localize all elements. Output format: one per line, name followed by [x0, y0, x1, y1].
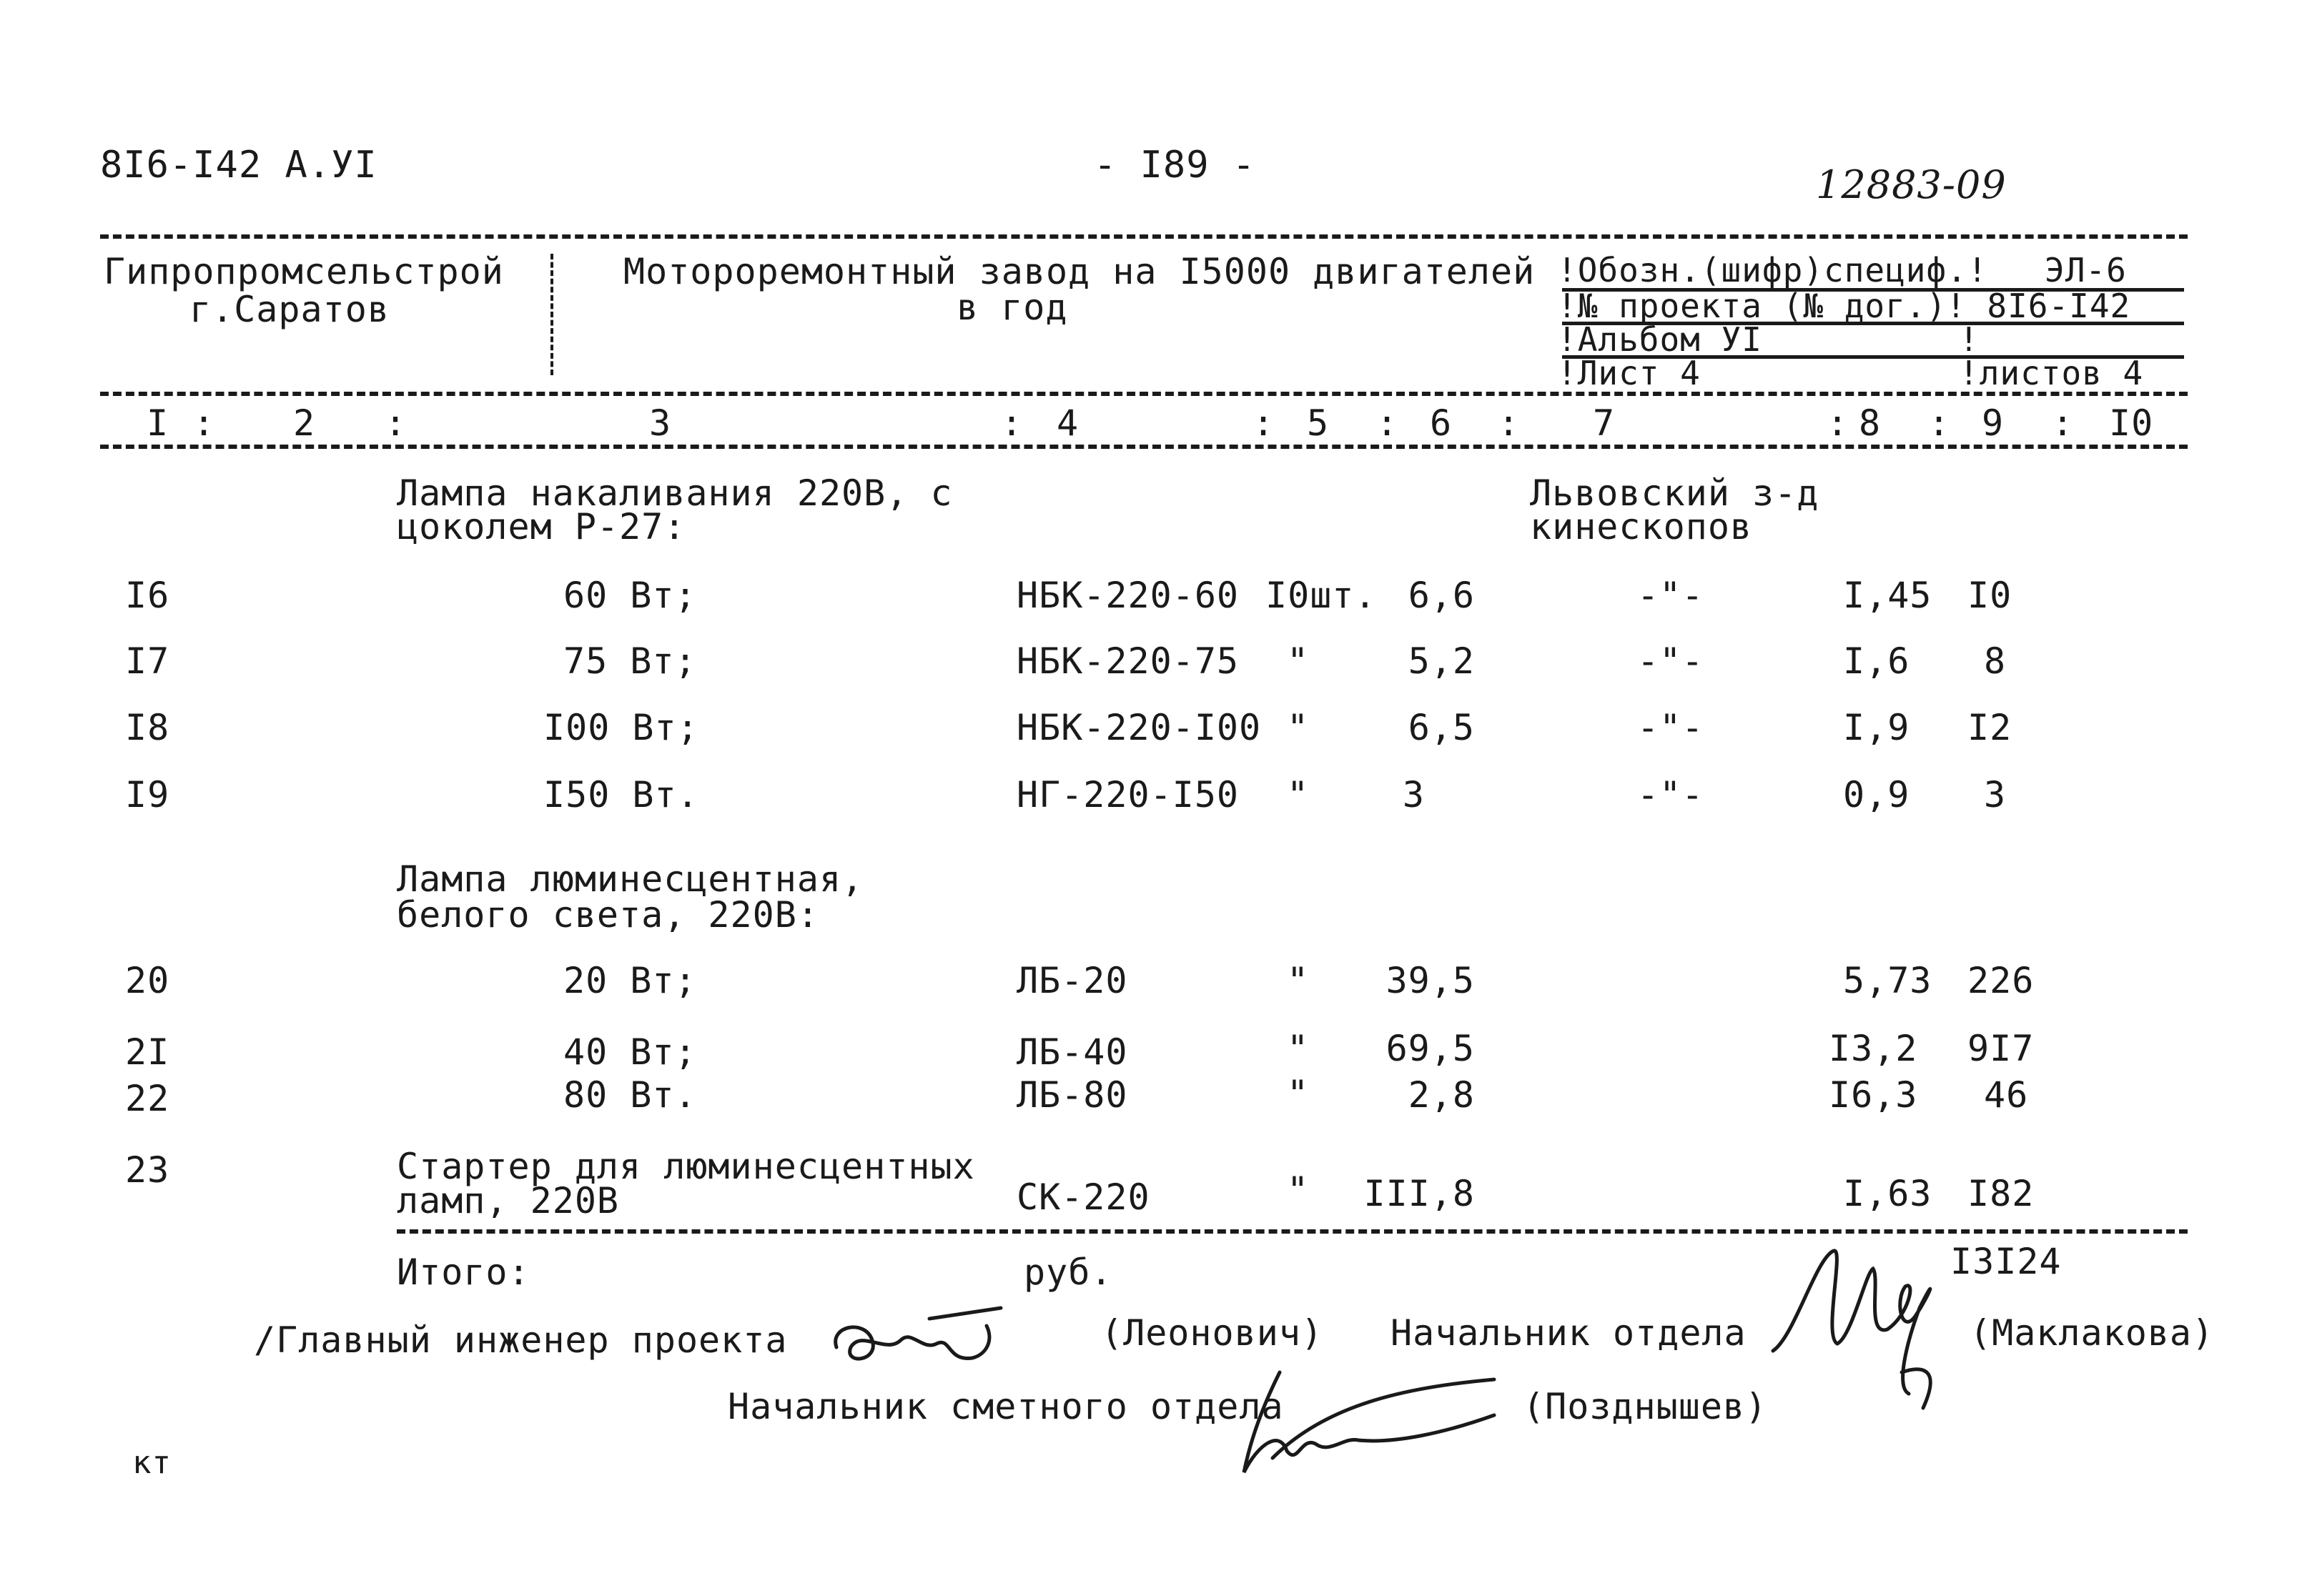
sheet-number: !Лист 4	[1557, 354, 1701, 392]
item-code: ЛБ-40	[1017, 1031, 1128, 1073]
estimate-head-name: (Позднышев)	[1523, 1386, 1768, 1427]
column-number-7: 7	[1593, 402, 1616, 444]
chief-engineer-signature	[822, 1297, 1008, 1376]
column-numbers-bottom-rule	[100, 445, 2188, 449]
chief-engineer-name: (Леонович)	[1101, 1312, 1324, 1354]
column-number-8: 8	[1859, 402, 1882, 444]
column-number-2: 2	[293, 402, 316, 444]
item-unit: "	[1287, 1169, 1310, 1211]
item-supplier: -"-	[1637, 640, 1704, 682]
item-code: НБК-220-I00	[1017, 707, 1262, 748]
item-name: 20 Вт;	[563, 960, 697, 1001]
item-price: I,9	[1843, 707, 1910, 748]
item-price: 0,9	[1843, 774, 1910, 816]
column-number-5: 5	[1307, 402, 1330, 444]
item-name: I00 Вт;	[543, 707, 699, 748]
section-title-fluorescent-continued: белого света, 220В:	[397, 894, 819, 936]
project-number-value: ! 8I6-I42	[1946, 287, 2131, 325]
chief-engineer-label: /Главный инженер проекта	[254, 1319, 788, 1361]
department-head-signature	[1766, 1229, 1952, 1415]
department-head-label: Начальник отдела	[1390, 1312, 1747, 1354]
item-total: 8	[1984, 640, 2007, 682]
item-quantity: 3	[1402, 774, 1425, 816]
project-number-label: !№ проекта (№ дог.)	[1557, 287, 1947, 325]
item-unit: I0шт.	[1265, 575, 1377, 616]
section-title-incandescent: Лампа накаливания 220В, с	[397, 472, 953, 514]
item-unit: "	[1287, 1028, 1310, 1069]
spec-code-value: ЭЛ-6	[2045, 251, 2127, 289]
item-code: НБК-220-75	[1017, 640, 1240, 682]
item-quantity: 69,5	[1385, 1028, 1475, 1069]
estimate-head-label: Начальник сметного отдела	[728, 1386, 1284, 1427]
item-code: СК-220	[1017, 1176, 1150, 1218]
item-total: I0	[1967, 575, 2012, 616]
spec-code-label: !Обозн.(шифр)специф.!	[1557, 251, 1988, 289]
total-amount: I3I24	[1950, 1241, 2062, 1282]
row-number: 20	[125, 960, 170, 1001]
item-price: 5,73	[1843, 960, 1932, 1001]
column-number-4: 4	[1057, 402, 1080, 444]
item-supplier: -"-	[1637, 774, 1704, 816]
footer-mark: кт	[132, 1444, 172, 1481]
row-number: 23	[125, 1149, 170, 1191]
column-separator: :	[193, 402, 216, 444]
organization-name: Гипропромсельстрой	[104, 251, 504, 292]
item-quantity: III,8	[1363, 1173, 1475, 1214]
row-number: I8	[125, 707, 170, 748]
item-price: I6,3	[1829, 1074, 1918, 1116]
item-price: I,6	[1843, 640, 1910, 682]
project-title-continued: в год	[957, 287, 1068, 328]
item-quantity: 39,5	[1385, 960, 1475, 1001]
total-currency: руб.	[1024, 1251, 1113, 1293]
item-name: 80 Вт.	[563, 1074, 697, 1116]
header-bottom-rule	[100, 392, 2188, 396]
sheet-count: !листов 4	[1959, 354, 2144, 392]
project-title: Мотороремонтный завод на I5000 двигателей	[623, 251, 1536, 292]
item-unit: "	[1287, 640, 1310, 682]
row-number: I9	[125, 774, 170, 816]
item-quantity: 6,6	[1408, 575, 1475, 616]
item-total: 3	[1984, 774, 2007, 816]
item-total: 226	[1967, 960, 2035, 1001]
estimate-head-signature	[1230, 1358, 1501, 1494]
item-quantity: 6,5	[1408, 707, 1475, 748]
column-number-3: 3	[649, 402, 672, 444]
column-separator: :	[1498, 402, 1521, 444]
item-total: 46	[1984, 1074, 2029, 1116]
item-code: ЛБ-80	[1017, 1074, 1128, 1116]
column-separator: :	[385, 402, 407, 444]
column-number-6: 6	[1430, 402, 1453, 444]
item-code: НГ-220-I50	[1017, 774, 1240, 816]
item-name: 60 Вт;	[563, 575, 697, 616]
item-total: 9I7	[1967, 1028, 2035, 1069]
section-title-incandescent-continued: цоколем Р-27:	[397, 506, 686, 547]
row-number: 22	[125, 1078, 170, 1119]
supplier-name: Львовский з-д	[1530, 472, 1819, 514]
row-number: I7	[125, 640, 170, 682]
column-separator: :	[2052, 402, 2075, 444]
item-total: I2	[1967, 707, 2012, 748]
item-unit: "	[1287, 960, 1310, 1001]
column-separator: :	[1253, 402, 1275, 444]
item-name-continued: ламп, 220В	[397, 1180, 620, 1221]
document-code: 8I6-I42 А.УI	[100, 144, 377, 187]
column-number-9: 9	[1982, 402, 2005, 444]
album-separator: !	[1959, 320, 1980, 359]
column-number-1: I	[147, 402, 169, 444]
item-name: 40 Вт;	[563, 1031, 697, 1073]
item-price: I,45	[1843, 575, 1932, 616]
organization-city: г.Саратов	[189, 289, 390, 330]
item-price: I,63	[1843, 1173, 1932, 1214]
header-divider-left	[550, 254, 553, 375]
item-unit: "	[1287, 1073, 1310, 1114]
item-total: I82	[1967, 1173, 2035, 1214]
row-number: 2I	[125, 1031, 170, 1073]
album-number: !Альбом УI	[1557, 320, 1762, 359]
column-separator: :	[1376, 402, 1399, 444]
header-top-rule	[100, 234, 2188, 239]
department-head-name: (Маклакова)	[1970, 1312, 2215, 1354]
item-code: НБК-220-60	[1017, 575, 1240, 616]
item-price: I3,2	[1829, 1028, 1918, 1069]
column-number-10: I0	[2109, 402, 2154, 444]
supplier-name-continued: кинескопов	[1530, 506, 1753, 547]
item-name: Стартер для люминесцентных	[397, 1146, 975, 1187]
item-unit: "	[1287, 774, 1310, 816]
column-separator: :	[1827, 402, 1849, 444]
item-quantity: 5,2	[1408, 640, 1475, 682]
section-title-fluorescent: Лампа люминесцентная,	[397, 858, 864, 900]
handwritten-reference: 12883-09	[1816, 162, 2007, 207]
item-name: 75 Вт;	[563, 640, 697, 682]
column-separator: :	[1001, 402, 1024, 444]
item-code: ЛБ-20	[1017, 960, 1128, 1001]
item-supplier: -"-	[1637, 575, 1704, 616]
page-number: - I89 -	[1094, 144, 1256, 187]
total-label: Итого:	[397, 1251, 530, 1293]
row-number: I6	[125, 575, 170, 616]
item-name: I50 Вт.	[543, 774, 699, 816]
item-supplier: -"-	[1637, 707, 1704, 748]
column-separator: :	[1928, 402, 1951, 444]
item-quantity: 2,8	[1408, 1074, 1475, 1116]
item-unit: "	[1287, 707, 1310, 748]
